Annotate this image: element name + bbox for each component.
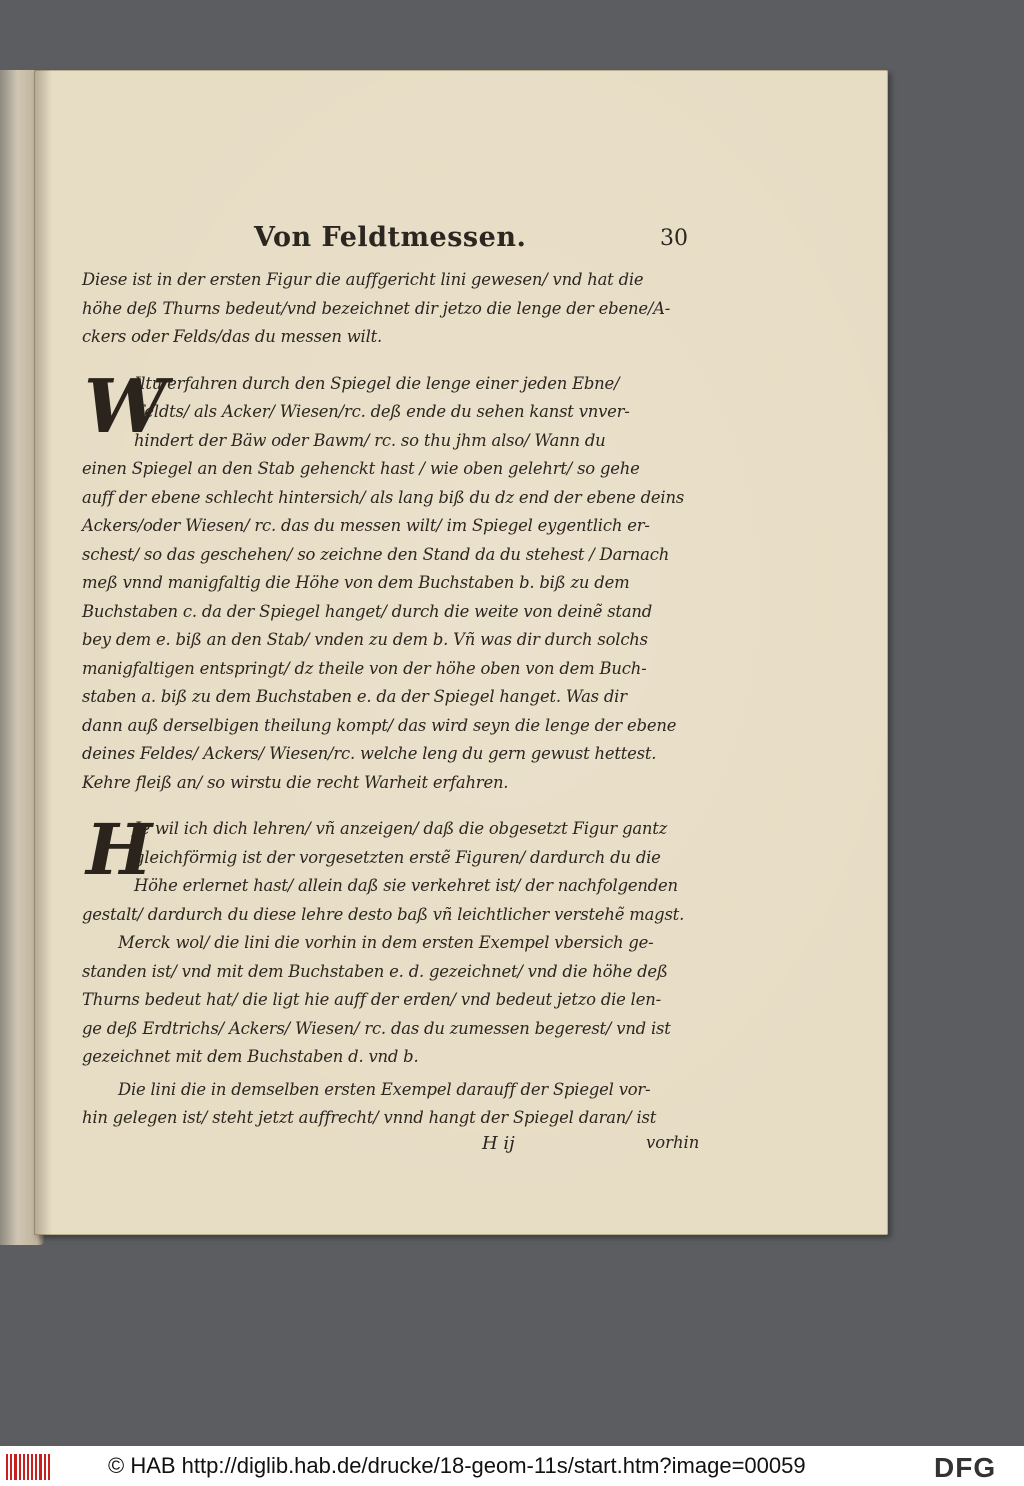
text-line: gestalt/ dardurch du diese lehre desto baß vñ leichtlicher verstehẽ magst.: [82, 904, 685, 924]
drop-initial-h: H: [86, 808, 153, 891]
signature-mark: H ij: [482, 1132, 515, 1154]
paragraph: [82, 808, 712, 1072]
text-line: schest/ so das geschehen/ so zeichne den Stand da du stehest / Darnach: [82, 544, 670, 564]
page-footer-line: [82, 1133, 712, 1162]
drop-initial-w: W: [84, 363, 168, 450]
page-text: [82, 222, 712, 1161]
dfg-logo: DFG: [934, 1452, 997, 1483]
viewer-footer: [0, 1446, 1024, 1486]
text-line: dann auß derselbigen theilung kompt/ das wird seyn die lenge der ebene: [82, 715, 677, 735]
text-line: staben a. biß zu dem Buchstaben e. da der Spiegel hanget. Was dir: [82, 687, 627, 706]
text-line: einen Spiegel an den Stab gehenckt hast / wie oben gelehrt/ so gehe: [82, 459, 640, 478]
text-line: Merck wol/ die lini die vorhin in dem ersten Exempel vbersich ge-: [118, 933, 654, 952]
text-line: höhe deß Thurns bedeut/vnd bezeichnet dir jetzo die lenge der ebene/A-: [82, 298, 671, 318]
text-line: auff der ebene schlecht hintersich/ als lang biß du dz end der ebene deins: [82, 487, 685, 507]
copyright-url-link[interactable]: © HAB http://diglib.hab.de/drucke/18-geom-11s/start.htm?image=00059: [108, 1453, 806, 1478]
text-line: ge deß Erdtrichs/ Ackers/ Wiesen/ rc. das du zumessen begerest/ vnd ist: [82, 1018, 671, 1038]
text-line: gleichförmig ist der vorgesetzten erstẽ Figuren/ dardurch du die: [134, 847, 661, 867]
text-line: ckers oder Felds/das du messen wilt.: [82, 327, 383, 346]
barcode-logo-icon: [6, 1454, 50, 1480]
page-gutter-shadow: [34, 70, 52, 1235]
text-line: hin gelegen ist/ steht jetzt auffrecht/ vnnd hangt der Spiegel daran/ ist: [82, 1108, 657, 1127]
text-line: Kehre fleiß an/ so wirstu die recht Warheit erfahren.: [82, 772, 509, 792]
paragraph: [82, 266, 712, 352]
text-line: deines Feldes/ Ackers/ Wiesen/rc. welche leng du gern gewust hettest.: [82, 744, 657, 763]
text-line: Feldts/ als Acker/ Wiesen/rc. deß ende du sehen kanst vnver-: [134, 402, 630, 421]
running-head: [82, 222, 712, 266]
text-line: Die lini die in demselben ersten Exempel darauff der Spiegel vor-: [118, 1079, 651, 1099]
text-line: gezeichnet mit dem Buchstaben d. vnd b.: [82, 1047, 419, 1066]
text-line: manigfaltigen entspringt/ dz theile von der höhe oben von dem Buch-: [82, 658, 647, 678]
text-line: meß vnnd manigfaltig die Höhe von dem Buchstaben b. biß zu dem: [82, 573, 630, 592]
folio-number: 30: [660, 226, 688, 251]
text-line: Diese ist in der ersten Figur die auffgericht lini gewesen/ vnd hat die: [82, 270, 644, 289]
text-line: hindert der Bäw oder Bawm/ rc. so thu jhm also/ Wann du: [134, 430, 606, 450]
text-line: standen ist/ vnd mit dem Buchstaben e. d. gezeichnet/ vnd die höhe deß: [82, 961, 668, 981]
text-line: Thurns bedeut hat/ die ligt hie auff der erden/ vnd bedeut jetzo die len-: [82, 990, 661, 1009]
text-line: bey dem e. biß an den Stab/ vnden zu dem b. Vñ was dir durch solchs: [82, 630, 648, 649]
catchword: vorhin: [646, 1132, 700, 1152]
text-line: Je wil ich dich lehren/ vñ anzeigen/ daß die obgesetzt Figur gantz: [134, 819, 668, 838]
text-line: Höhe erlernet hast/ allein daß sie verkehret ist/ der nachfolgenden: [134, 876, 678, 895]
text-line: Ackers/oder Wiesen/ rc. das du messen wilt/ im Spiegel eygentlich er-: [82, 516, 650, 535]
text-line: Iltu erfahren durch den Spiegel die lenge einer jeden Ebne/: [134, 373, 620, 393]
paragraph: [82, 363, 712, 798]
text-line: Buchstaben c. da der Spiegel hanget/ durch die weite von deinẽ stand: [82, 601, 653, 621]
running-head-title: Von Feldtmessen.: [254, 222, 527, 253]
paragraph: [82, 1076, 712, 1133]
